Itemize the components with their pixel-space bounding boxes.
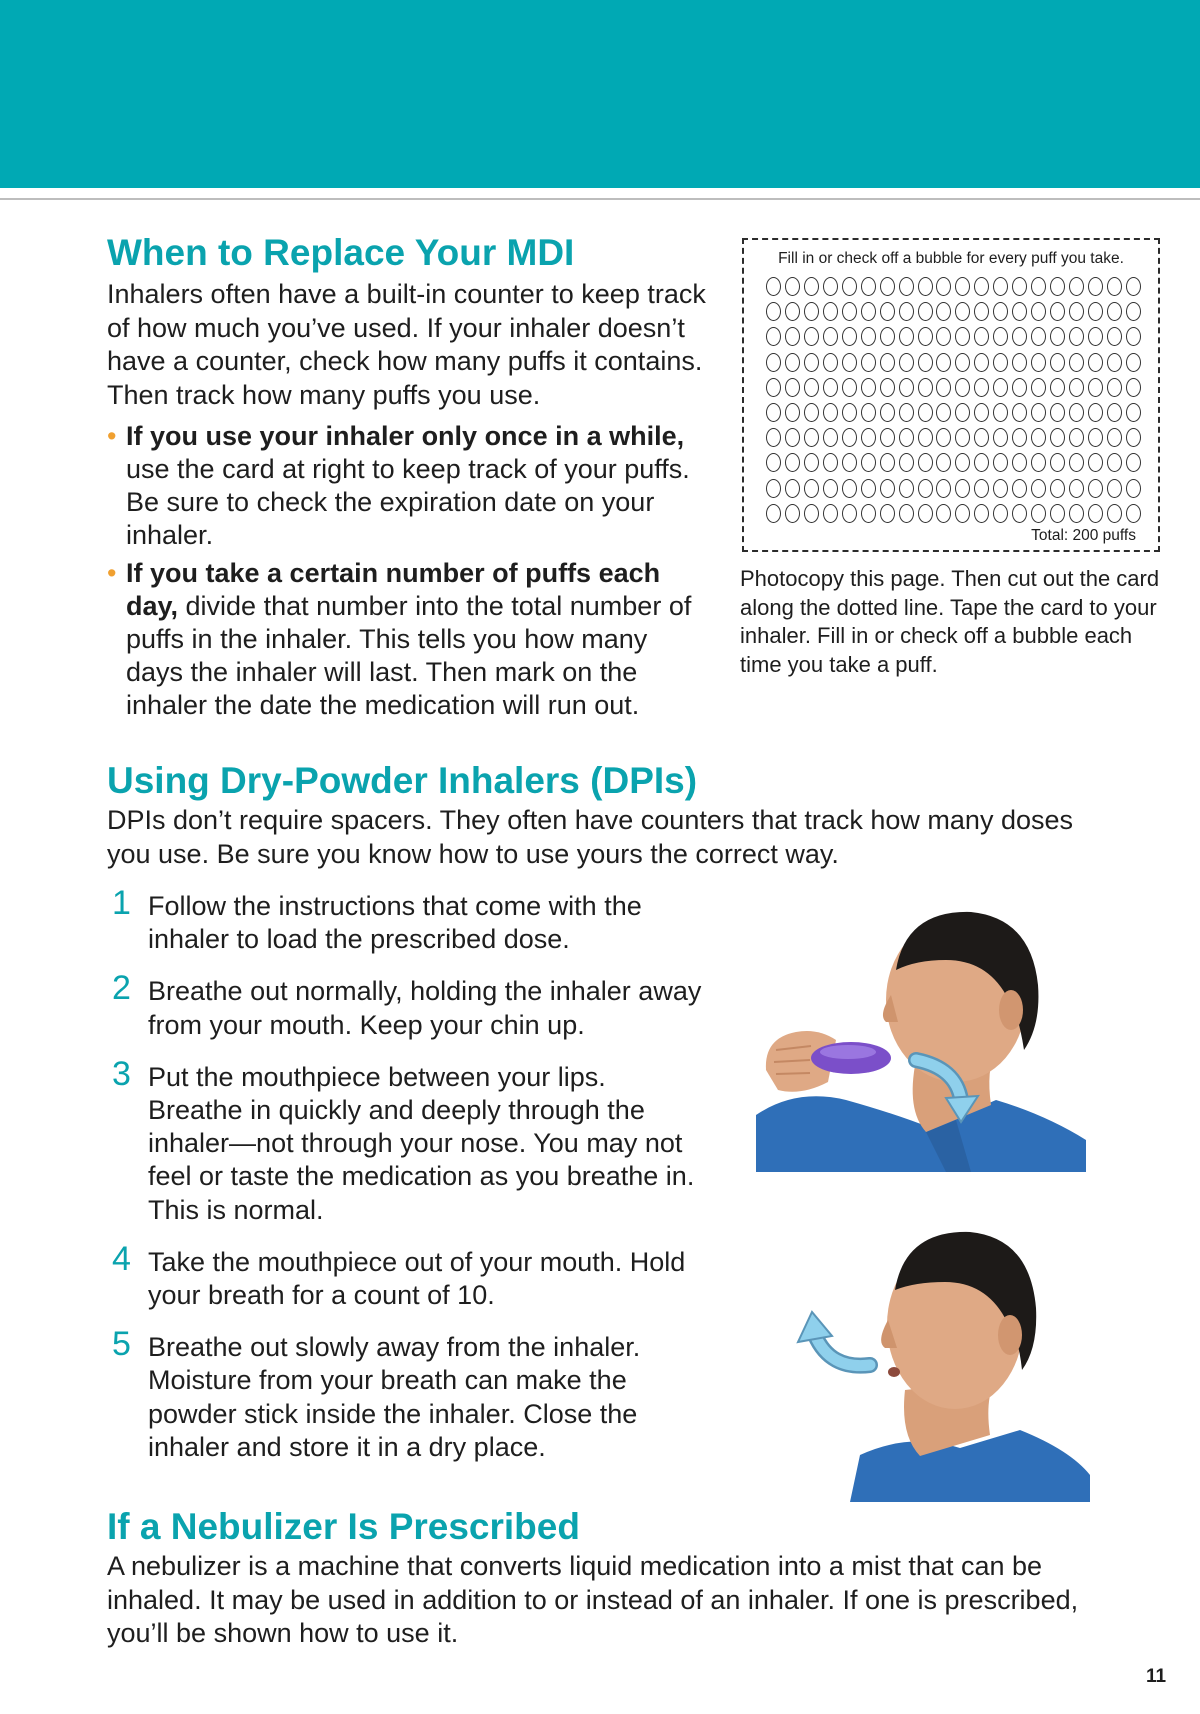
puff-bubble[interactable] bbox=[823, 428, 838, 447]
puff-bubble[interactable] bbox=[899, 479, 914, 498]
puff-bubble[interactable] bbox=[842, 453, 857, 472]
puff-bubble[interactable] bbox=[804, 378, 819, 397]
puff-bubble[interactable] bbox=[1126, 453, 1141, 472]
puff-bubble[interactable] bbox=[1107, 453, 1122, 472]
puff-bubble[interactable] bbox=[1126, 403, 1141, 422]
puff-bubble[interactable] bbox=[1031, 403, 1046, 422]
step-text: Breathe out normally, holding the inhaler away from your mouth. Keep your chin up. bbox=[148, 976, 702, 1040]
puff-bubble[interactable] bbox=[993, 277, 1008, 296]
bubble-row bbox=[766, 403, 1141, 428]
puff-bubble[interactable] bbox=[880, 378, 895, 397]
puff-bubble[interactable] bbox=[955, 378, 970, 397]
bubble-row bbox=[766, 428, 1141, 453]
bullet-item bbox=[107, 557, 707, 722]
section-dpi bbox=[107, 760, 1107, 871]
puff-bubble[interactable] bbox=[936, 327, 951, 346]
puff-bubble[interactable] bbox=[1050, 302, 1065, 321]
puff-bubble[interactable] bbox=[804, 453, 819, 472]
puff-bubble[interactable] bbox=[842, 277, 857, 296]
card-title: Fill in or check off a bubble for every puff you take. bbox=[778, 250, 1124, 267]
puff-bubble[interactable] bbox=[766, 378, 781, 397]
puff-bubble[interactable] bbox=[955, 504, 970, 523]
puff-bubble[interactable] bbox=[1088, 327, 1103, 346]
puff-bubble[interactable] bbox=[766, 453, 781, 472]
step-item bbox=[107, 1054, 707, 1227]
puff-bubble[interactable] bbox=[1012, 277, 1027, 296]
puff-bubble[interactable] bbox=[1088, 353, 1103, 372]
puff-bubble[interactable] bbox=[842, 403, 857, 422]
puff-bubble[interactable] bbox=[766, 504, 781, 523]
puff-bubble[interactable] bbox=[823, 327, 838, 346]
puff-bubble[interactable] bbox=[955, 277, 970, 296]
puff-bubble[interactable] bbox=[823, 277, 838, 296]
puff-bubble[interactable] bbox=[1050, 453, 1065, 472]
puff-bubble[interactable] bbox=[899, 504, 914, 523]
step-list bbox=[107, 884, 707, 1483]
puff-bubble[interactable] bbox=[785, 353, 800, 372]
puff-bubble[interactable] bbox=[1107, 403, 1122, 422]
puff-bubble[interactable] bbox=[880, 302, 895, 321]
puff-bubble[interactable] bbox=[1088, 302, 1103, 321]
section-nebulizer bbox=[107, 1506, 1107, 1651]
puff-bubble[interactable] bbox=[974, 403, 989, 422]
puff-bubble[interactable] bbox=[1126, 327, 1141, 346]
bullet-bold: If you use your inhaler only once in a while, bbox=[126, 421, 685, 451]
section-title: When to Replace Your MDI bbox=[107, 232, 575, 273]
puff-bubble[interactable] bbox=[766, 428, 781, 447]
puff-bubble[interactable] bbox=[804, 302, 819, 321]
puff-bubble[interactable] bbox=[766, 353, 781, 372]
puff-bubble[interactable] bbox=[1050, 479, 1065, 498]
puff-bubble[interactable] bbox=[936, 353, 951, 372]
puff-bubble[interactable] bbox=[1050, 428, 1065, 447]
bullet-text: use the card at right to keep track of your puffs. Be sure to check the expiration date on your inhaler. bbox=[126, 454, 690, 550]
puff-bubble[interactable] bbox=[936, 302, 951, 321]
puff-bubble[interactable] bbox=[1012, 504, 1027, 523]
step-item bbox=[107, 1325, 707, 1464]
puff-bubble[interactable] bbox=[880, 479, 895, 498]
puff-bubble[interactable] bbox=[880, 277, 895, 296]
step-item bbox=[107, 969, 707, 1041]
bubble-row bbox=[766, 453, 1141, 478]
step-item bbox=[107, 884, 707, 956]
puff-bubble[interactable] bbox=[899, 453, 914, 472]
bullet-dot-icon: • bbox=[107, 558, 117, 588]
puff-bubble[interactable] bbox=[804, 479, 819, 498]
puff-bubble[interactable] bbox=[861, 428, 876, 447]
puff-bubble[interactable] bbox=[918, 428, 933, 447]
puff-bubble[interactable] bbox=[1050, 403, 1065, 422]
puff-bubble[interactable] bbox=[785, 428, 800, 447]
puff-bubble[interactable] bbox=[1012, 353, 1027, 372]
puff-bubble[interactable] bbox=[918, 327, 933, 346]
section-title: Using Dry-Powder Inhalers (DPIs) bbox=[107, 760, 698, 801]
puff-bubble[interactable] bbox=[1088, 453, 1103, 472]
puff-bubble[interactable] bbox=[1107, 327, 1122, 346]
puff-bubble[interactable] bbox=[1069, 504, 1084, 523]
puff-bubble[interactable] bbox=[955, 403, 970, 422]
puff-bubble[interactable] bbox=[918, 403, 933, 422]
puff-bubble[interactable] bbox=[1126, 479, 1141, 498]
puff-bubble[interactable] bbox=[842, 378, 857, 397]
bullet-dot-icon: • bbox=[107, 421, 117, 451]
puff-bubble[interactable] bbox=[1069, 302, 1084, 321]
puff-bubble[interactable] bbox=[823, 403, 838, 422]
puff-bubble[interactable] bbox=[993, 302, 1008, 321]
puff-bubble[interactable] bbox=[1107, 479, 1122, 498]
bubble-grid bbox=[766, 277, 1141, 529]
step-number: 1 bbox=[112, 884, 131, 922]
puff-bubble[interactable] bbox=[842, 327, 857, 346]
puff-bubble[interactable] bbox=[1031, 277, 1046, 296]
puff-bubble[interactable] bbox=[974, 453, 989, 472]
puff-bubble[interactable] bbox=[804, 403, 819, 422]
puff-bubble[interactable] bbox=[804, 327, 819, 346]
puff-bubble[interactable] bbox=[1069, 453, 1084, 472]
puff-bubble[interactable] bbox=[955, 428, 970, 447]
puff-bubble[interactable] bbox=[1031, 479, 1046, 498]
puff-bubble[interactable] bbox=[993, 403, 1008, 422]
puff-bubble[interactable] bbox=[1088, 378, 1103, 397]
puff-bubble[interactable] bbox=[785, 453, 800, 472]
step-text: Breathe out slowly away from the inhaler. Moisture from your breath can make the powder stick inside the inhaler. Close the inhaler and store it in a dry place. bbox=[148, 1332, 641, 1462]
puff-bubble[interactable] bbox=[766, 479, 781, 498]
bubble-row bbox=[766, 327, 1141, 352]
puff-bubble[interactable] bbox=[955, 479, 970, 498]
puff-bubble[interactable] bbox=[993, 504, 1008, 523]
bullet-bold: If you take a certain number of puffs each day, bbox=[126, 558, 661, 621]
puff-bubble[interactable] bbox=[1126, 277, 1141, 296]
puff-bubble[interactable] bbox=[861, 378, 876, 397]
puff-bubble[interactable] bbox=[766, 277, 781, 296]
puff-bubble[interactable] bbox=[1012, 403, 1027, 422]
photo-inhaling bbox=[756, 900, 1086, 1172]
puff-bubble[interactable] bbox=[842, 479, 857, 498]
puff-bubble[interactable] bbox=[861, 277, 876, 296]
page-number: 11 bbox=[1146, 1666, 1167, 1687]
puff-bubble[interactable] bbox=[955, 327, 970, 346]
puff-bubble[interactable] bbox=[899, 353, 914, 372]
puff-bubble[interactable] bbox=[1088, 428, 1103, 447]
puff-bubble[interactable] bbox=[899, 327, 914, 346]
bullet-list bbox=[107, 420, 707, 722]
puff-bubble[interactable] bbox=[823, 504, 838, 523]
puff-bubble[interactable] bbox=[1031, 378, 1046, 397]
puff-bubble[interactable] bbox=[861, 403, 876, 422]
puff-bubble[interactable] bbox=[918, 504, 933, 523]
puff-bubble[interactable] bbox=[955, 353, 970, 372]
step-text: Put the mouthpiece between your lips. Breathe in quickly and deeply through the inhaler—not through your nose. You may not feel or taste the medication as you breathe in. This is normal. bbox=[148, 1061, 695, 1225]
puff-bubble[interactable] bbox=[1012, 378, 1027, 397]
step-text: Take the mouthpiece out of your mouth. Hold your breath for a count of 10. bbox=[148, 1246, 686, 1311]
puff-bubble[interactable] bbox=[1069, 479, 1084, 498]
puff-bubble[interactable] bbox=[1069, 353, 1084, 372]
puff-bubble[interactable] bbox=[823, 378, 838, 397]
puff-bubble[interactable] bbox=[861, 479, 876, 498]
photo-exhaling bbox=[790, 1220, 1090, 1502]
puff-bubble[interactable] bbox=[1088, 277, 1103, 296]
puff-bubble[interactable] bbox=[1012, 479, 1027, 498]
puff-bubble[interactable] bbox=[861, 353, 876, 372]
puff-bubble[interactable] bbox=[785, 479, 800, 498]
puff-bubble[interactable] bbox=[880, 353, 895, 372]
puff-bubble[interactable] bbox=[918, 378, 933, 397]
puff-bubble[interactable] bbox=[1031, 302, 1046, 321]
puff-bubble[interactable] bbox=[955, 302, 970, 321]
puff-bubble[interactable] bbox=[899, 277, 914, 296]
puff-tracking-card bbox=[742, 238, 1160, 552]
puff-bubble[interactable] bbox=[1107, 302, 1122, 321]
puff-bubble[interactable] bbox=[1088, 403, 1103, 422]
puff-bubble[interactable] bbox=[785, 302, 800, 321]
puff-bubble[interactable] bbox=[842, 353, 857, 372]
puff-bubble[interactable] bbox=[993, 327, 1008, 346]
puff-bubble[interactable] bbox=[1069, 403, 1084, 422]
puff-bubble[interactable] bbox=[974, 327, 989, 346]
puff-bubble[interactable] bbox=[766, 327, 781, 346]
bubble-row bbox=[766, 378, 1141, 403]
puff-bubble[interactable] bbox=[1088, 504, 1103, 523]
puff-bubble[interactable] bbox=[823, 453, 838, 472]
puff-bubble[interactable] bbox=[861, 327, 876, 346]
puff-bubble[interactable] bbox=[1126, 353, 1141, 372]
section-intro: DPIs don’t require spacers. They often have counters that track how many doses you use. Be sure you know how to use yours the correct way. bbox=[107, 805, 1074, 869]
puff-bubble[interactable] bbox=[1107, 428, 1122, 447]
puff-bubble[interactable] bbox=[1069, 327, 1084, 346]
puff-bubble[interactable] bbox=[899, 403, 914, 422]
step-number: 2 bbox=[112, 969, 131, 1008]
puff-bubble[interactable] bbox=[1012, 428, 1027, 447]
puff-bubble[interactable] bbox=[1107, 504, 1122, 523]
puff-bubble[interactable] bbox=[918, 353, 933, 372]
header-rule bbox=[0, 198, 1200, 200]
bubble-row bbox=[766, 479, 1141, 504]
puff-bubble[interactable] bbox=[1050, 504, 1065, 523]
puff-bubble[interactable] bbox=[766, 302, 781, 321]
step-text: Follow the instructions that come with the inhaler to load the prescribed dose. bbox=[148, 891, 642, 955]
puff-bubble[interactable] bbox=[804, 428, 819, 447]
puff-bubble[interactable] bbox=[1069, 277, 1084, 296]
bubble-row bbox=[766, 302, 1141, 327]
puff-bubble[interactable] bbox=[993, 378, 1008, 397]
puff-bubble[interactable] bbox=[861, 504, 876, 523]
puff-bubble[interactable] bbox=[974, 302, 989, 321]
puff-bubble[interactable] bbox=[1126, 378, 1141, 397]
puff-bubble[interactable] bbox=[974, 277, 989, 296]
section-intro: Inhalers often have a built-in counter to keep track of how much you’ve used. If your inhaler doesn’t have a counter, check how many puffs it contains. Then track how many puffs you use. bbox=[107, 279, 706, 410]
puff-bubble[interactable] bbox=[1050, 327, 1065, 346]
card-total: Total: 200 puffs bbox=[1031, 527, 1136, 544]
puff-bubble[interactable] bbox=[936, 403, 951, 422]
puff-bubble[interactable] bbox=[955, 453, 970, 472]
puff-bubble[interactable] bbox=[918, 277, 933, 296]
puff-bubble[interactable] bbox=[1031, 504, 1046, 523]
puff-bubble[interactable] bbox=[936, 277, 951, 296]
puff-bubble[interactable] bbox=[899, 378, 914, 397]
puff-bubble[interactable] bbox=[1050, 378, 1065, 397]
puff-bubble[interactable] bbox=[899, 302, 914, 321]
puff-bubble[interactable] bbox=[936, 378, 951, 397]
puff-bubble[interactable] bbox=[1069, 378, 1084, 397]
puff-bubble[interactable] bbox=[1050, 277, 1065, 296]
puff-bubble[interactable] bbox=[974, 504, 989, 523]
puff-bubble[interactable] bbox=[880, 453, 895, 472]
puff-bubble[interactable] bbox=[1012, 327, 1027, 346]
puff-bubble[interactable] bbox=[1031, 453, 1046, 472]
puff-bubble[interactable] bbox=[993, 428, 1008, 447]
puff-bubble[interactable] bbox=[918, 302, 933, 321]
puff-bubble[interactable] bbox=[842, 428, 857, 447]
puff-bubble[interactable] bbox=[880, 428, 895, 447]
puff-bubble[interactable] bbox=[785, 327, 800, 346]
puff-bubble[interactable] bbox=[974, 428, 989, 447]
puff-bubble[interactable] bbox=[804, 353, 819, 372]
puff-bubble[interactable] bbox=[936, 479, 951, 498]
puff-bubble[interactable] bbox=[936, 504, 951, 523]
puff-bubble[interactable] bbox=[1012, 453, 1027, 472]
puff-bubble[interactable] bbox=[974, 353, 989, 372]
puff-bubble[interactable] bbox=[1069, 428, 1084, 447]
step-number: 4 bbox=[112, 1239, 131, 1278]
puff-bubble[interactable] bbox=[880, 403, 895, 422]
puff-bubble[interactable] bbox=[785, 403, 800, 422]
puff-bubble[interactable] bbox=[1107, 353, 1122, 372]
puff-bubble[interactable] bbox=[785, 378, 800, 397]
puff-bubble[interactable] bbox=[899, 428, 914, 447]
puff-bubble[interactable] bbox=[993, 479, 1008, 498]
bullet-text: divide that number into the total number of puffs in the inhaler. This tells you how many days the inhaler will last. Then mark on the inhaler the date the medication will run out. bbox=[126, 591, 692, 720]
puff-bubble[interactable] bbox=[936, 428, 951, 447]
bullet-item bbox=[107, 420, 707, 552]
puff-bubble[interactable] bbox=[918, 453, 933, 472]
bubble-row bbox=[766, 353, 1141, 378]
puff-bubble[interactable] bbox=[804, 277, 819, 296]
puff-bubble[interactable] bbox=[993, 353, 1008, 372]
card-caption: Photocopy this page. Then cut out the card along the dotted line. Tape the card to your inhaler. Fill in or check off a bubble each time you take a puff. bbox=[740, 566, 1160, 677]
puff-bubble[interactable] bbox=[823, 353, 838, 372]
puff-bubble[interactable] bbox=[823, 302, 838, 321]
puff-bubble[interactable] bbox=[880, 504, 895, 523]
puff-bubble[interactable] bbox=[861, 302, 876, 321]
bubble-row bbox=[766, 277, 1141, 302]
puff-bubble[interactable] bbox=[785, 504, 800, 523]
puff-bubble[interactable] bbox=[1107, 277, 1122, 296]
puff-bubble[interactable] bbox=[918, 479, 933, 498]
puff-bubble[interactable] bbox=[842, 504, 857, 523]
puff-bubble[interactable] bbox=[1088, 479, 1103, 498]
step-number: 5 bbox=[112, 1325, 131, 1364]
puff-bubble[interactable] bbox=[1126, 428, 1141, 447]
section-text: A nebulizer is a machine that converts liquid medication into a mist that can be inhaled. It may be used in addition to or instead of an inhaler. If one is prescribed, you’ll be shown how to use it. bbox=[107, 1551, 1079, 1648]
puff-bubble[interactable] bbox=[804, 504, 819, 523]
section-replace-mdi bbox=[107, 232, 707, 727]
puff-bubble[interactable] bbox=[861, 453, 876, 472]
puff-bubble[interactable] bbox=[842, 302, 857, 321]
puff-bubble[interactable] bbox=[1031, 327, 1046, 346]
puff-bubble[interactable] bbox=[823, 479, 838, 498]
puff-bubble[interactable] bbox=[974, 479, 989, 498]
puff-bubble[interactable] bbox=[880, 327, 895, 346]
puff-bubble[interactable] bbox=[1107, 378, 1122, 397]
puff-bubble[interactable] bbox=[1050, 353, 1065, 372]
puff-bubble[interactable] bbox=[1031, 353, 1046, 372]
puff-bubble[interactable] bbox=[785, 277, 800, 296]
puff-bubble[interactable] bbox=[974, 378, 989, 397]
puff-bubble[interactable] bbox=[1126, 504, 1141, 523]
bubble-row bbox=[766, 504, 1141, 529]
puff-bubble[interactable] bbox=[766, 403, 781, 422]
puff-bubble[interactable] bbox=[1012, 302, 1027, 321]
puff-bubble[interactable] bbox=[993, 453, 1008, 472]
header-band bbox=[0, 0, 1200, 188]
puff-bubble[interactable] bbox=[1031, 428, 1046, 447]
section-title: If a Nebulizer Is Prescribed bbox=[107, 1506, 580, 1547]
puff-bubble[interactable] bbox=[1126, 302, 1141, 321]
puff-bubble[interactable] bbox=[936, 453, 951, 472]
step-item bbox=[107, 1239, 707, 1312]
step-number: 3 bbox=[112, 1054, 131, 1093]
